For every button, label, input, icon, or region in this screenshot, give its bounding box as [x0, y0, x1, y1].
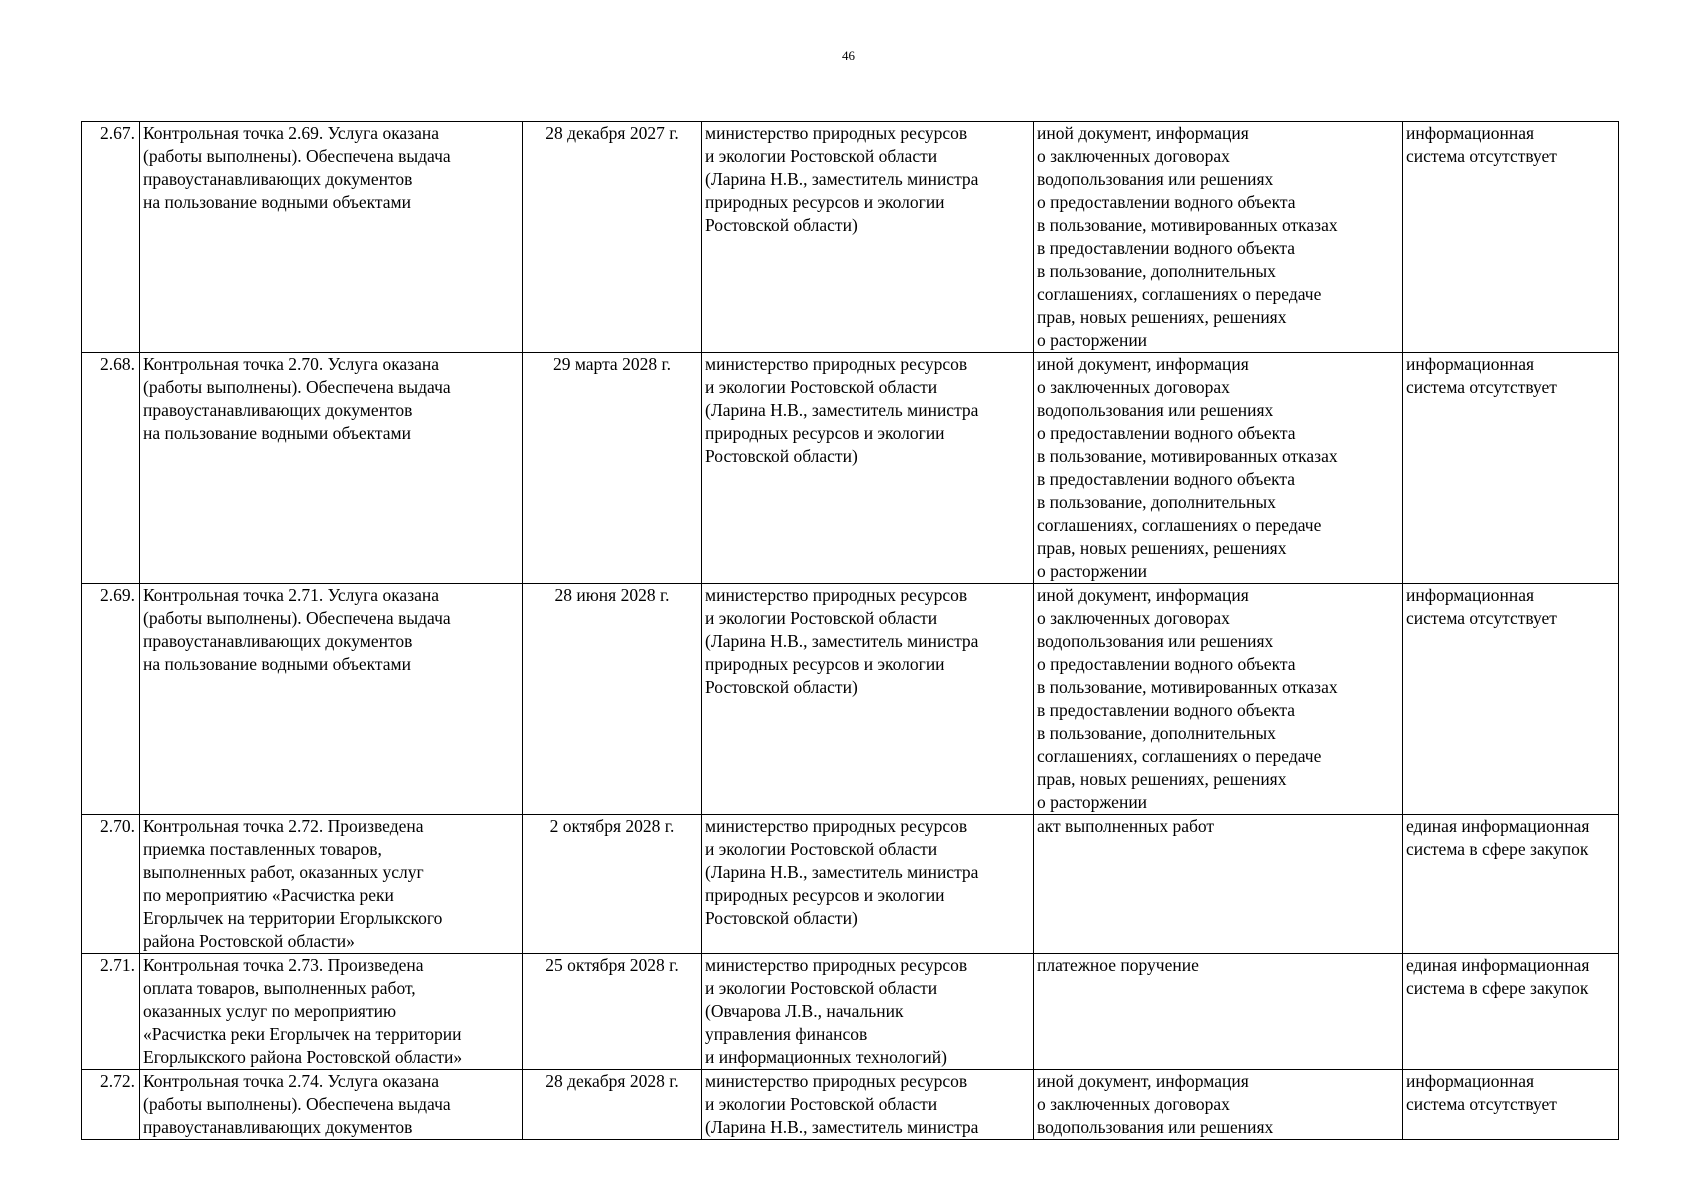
system-cell: информационная система отсутствует — [1403, 1070, 1619, 1140]
system-cell: единая информационная система в сфере закупок — [1403, 815, 1619, 954]
document-cell: иной документ, информация о заключенных договорах водопользования или решениях о предоставлении водного объекта в пользование, мотивированных отказах в предоставлении водного объекта в пользование, дополнительных соглашениях, соглашениях о передаче прав, новых решениях, решениях о расторжении — [1034, 584, 1403, 815]
date-cell: 28 декабря 2028 г. — [523, 1070, 702, 1140]
event-cell: Контрольная точка 2.72. Произведена приемка поставленных товаров, выполненных работ, оказанных услуг по мероприятию «Расчистка реки Егорлычек на территории Егорлыкского района Ростовской области» — [140, 815, 523, 954]
row-number: 2.67. — [82, 122, 140, 353]
system-cell: единая информационная система в сфере закупок — [1403, 954, 1619, 1070]
system-cell: информационная система отсутствует — [1403, 584, 1619, 815]
event-cell: Контрольная точка 2.69. Услуга оказана (работы выполнены). Обеспечена выдача правоустанавливающих документов на пользование водными объектами — [140, 122, 523, 353]
responsible-cell: министерство природных ресурсов и экологии Ростовской области (Ларина Н.В., заместитель министра природных ресурсов и экологии Ростовской области) — [702, 815, 1034, 954]
date-cell: 28 июня 2028 г. — [523, 584, 702, 815]
document-cell: акт выполненных работ — [1034, 815, 1403, 954]
responsible-cell: министерство природных ресурсов и экологии Ростовской области (Ларина Н.В., заместитель министра — [702, 1070, 1034, 1140]
row-number: 2.69. — [82, 584, 140, 815]
control-points-table — [81, 121, 1619, 1140]
system-cell: информационная система отсутствует — [1403, 353, 1619, 584]
responsible-cell: министерство природных ресурсов и экологии Ростовской области (Ларина Н.В., заместитель министра природных ресурсов и экологии Ростовской области) — [702, 122, 1034, 353]
table-row — [82, 1070, 1619, 1140]
event-cell: Контрольная точка 2.73. Произведена оплата товаров, выполненных работ, оказанных услуг по мероприятию «Расчистка реки Егорлычек на территории Егорлыкского района Ростовской области» — [140, 954, 523, 1070]
row-number: 2.68. — [82, 353, 140, 584]
event-cell: Контрольная точка 2.74. Услуга оказана (работы выполнены). Обеспечена выдача правоустанавливающих документов — [140, 1070, 523, 1140]
document-cell: платежное поручение — [1034, 954, 1403, 1070]
system-cell: информационная система отсутствует — [1403, 122, 1619, 353]
table-row — [82, 353, 1619, 584]
table-row — [82, 815, 1619, 954]
date-cell: 2 октября 2028 г. — [523, 815, 702, 954]
event-cell: Контрольная точка 2.71. Услуга оказана (работы выполнены). Обеспечена выдача правоустанавливающих документов на пользование водными объектами — [140, 584, 523, 815]
row-number: 2.71. — [82, 954, 140, 1070]
document-cell: иной документ, информация о заключенных договорах водопользования или решениях — [1034, 1070, 1403, 1140]
date-cell: 28 декабря 2027 г. — [523, 122, 702, 353]
responsible-cell: министерство природных ресурсов и экологии Ростовской области (Ларина Н.В., заместитель министра природных ресурсов и экологии Ростовской области) — [702, 584, 1034, 815]
document-cell: иной документ, информация о заключенных договорах водопользования или решениях о предоставлении водного объекта в пользование, мотивированных отказах в предоставлении водного объекта в пользование, дополнительных соглашениях, соглашениях о передаче прав, новых решениях, решениях о расторжении — [1034, 353, 1403, 584]
table-row — [82, 954, 1619, 1070]
table-row — [82, 122, 1619, 353]
row-number: 2.70. — [82, 815, 140, 954]
table-row — [82, 584, 1619, 815]
responsible-cell: министерство природных ресурсов и экологии Ростовской области (Овчарова Л.В., начальник управления финансов и информационных технологий) — [702, 954, 1034, 1070]
responsible-cell: министерство природных ресурсов и экологии Ростовской области (Ларина Н.В., заместитель министра природных ресурсов и экологии Ростовской области) — [702, 353, 1034, 584]
date-cell: 29 марта 2028 г. — [523, 353, 702, 584]
date-cell: 25 октября 2028 г. — [523, 954, 702, 1070]
page-number: 46 — [842, 48, 855, 63]
row-number: 2.72. — [82, 1070, 140, 1140]
event-cell: Контрольная точка 2.70. Услуга оказана (работы выполнены). Обеспечена выдача правоустанавливающих документов на пользование водными объектами — [140, 353, 523, 584]
document-cell: иной документ, информация о заключенных договорах водопользования или решениях о предоставлении водного объекта в пользование, мотивированных отказах в предоставлении водного объекта в пользование, дополнительных соглашениях, соглашениях о передаче прав, новых решениях, решениях о расторжении — [1034, 122, 1403, 353]
